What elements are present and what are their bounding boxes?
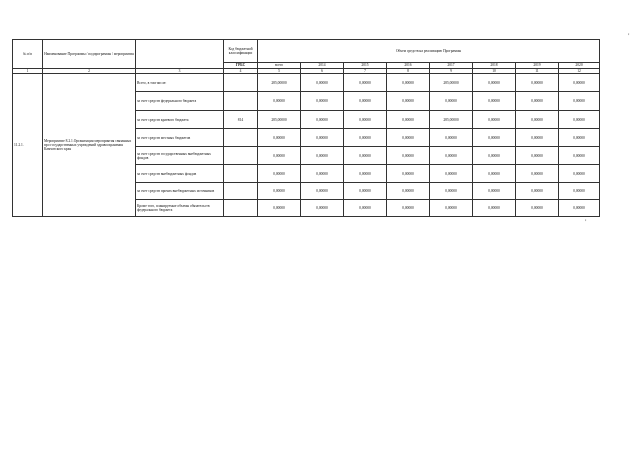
table-row	[13, 73, 600, 92]
value-cell: 0,00000	[387, 146, 430, 165]
value-cell: 0,00000	[516, 200, 559, 217]
grbs-cell	[224, 146, 258, 165]
value-cell: 0,00000	[473, 73, 516, 92]
value-cell: 0,00000	[387, 200, 430, 217]
value-cell: 0,00000	[430, 182, 473, 199]
header-row	[13, 40, 600, 63]
column-number: 7	[344, 68, 387, 73]
grbs-cell	[224, 200, 258, 217]
column-number: 12	[559, 68, 600, 73]
value-cell: 0,00000	[387, 73, 430, 92]
year-header: 2019	[516, 62, 559, 68]
name-header: Наименование Программы / подпрограммы / мероприятия	[43, 40, 136, 69]
grbs-cell	[224, 129, 258, 146]
value-cell: 0,00000	[258, 146, 301, 165]
row-label: Всего, в том числе:	[136, 73, 224, 92]
row-label: за счет средств местных бюджетов	[136, 129, 224, 146]
value-cell: 0,00000	[387, 165, 430, 182]
value-cell: 0,00000	[344, 110, 387, 129]
volume-header: Объем средств на реализацию Программы	[258, 40, 600, 63]
year-header: 2016	[387, 62, 430, 68]
value-cell: 0,00000	[516, 146, 559, 165]
column-number: 6	[301, 68, 344, 73]
value-cell: 0,00000	[473, 92, 516, 111]
value-cell: 0,00000	[430, 146, 473, 165]
column-number: 3	[136, 68, 224, 73]
value-cell: 0,00000	[301, 110, 344, 129]
value-cell: 0,00000	[430, 129, 473, 146]
empty-header	[136, 40, 224, 69]
column-number: 5	[258, 68, 301, 73]
grbs-cell	[224, 182, 258, 199]
no-header: № п/п	[13, 40, 43, 69]
value-cell: 0,00000	[258, 200, 301, 217]
value-cell: 0,00000	[344, 73, 387, 92]
year-header: 2014	[301, 62, 344, 68]
row-label: за счет средств федерального бюджета	[136, 92, 224, 111]
column-number: 8	[387, 68, 430, 73]
column-number: 11	[516, 68, 559, 73]
value-cell: 0,00000	[559, 146, 600, 165]
value-cell: 0,00000	[301, 182, 344, 199]
grbs-cell: 814	[224, 110, 258, 129]
value-cell: 0,00000	[344, 92, 387, 111]
row-label: за счет средств внебюджетных фондов	[136, 165, 224, 182]
value-cell: 0,00000	[559, 200, 600, 217]
value-cell: 0,00000	[559, 92, 600, 111]
value-cell: 0,00000	[516, 165, 559, 182]
scan-speck: ,	[628, 30, 630, 36]
value-cell: 0,00000	[430, 200, 473, 217]
scan-speck: ,	[585, 216, 587, 222]
value-cell: 0,00000	[387, 110, 430, 129]
value-cell: 285,00000	[430, 110, 473, 129]
column-number: 4	[224, 68, 258, 73]
value-cell: 0,00000	[473, 200, 516, 217]
value-cell: 0,00000	[516, 129, 559, 146]
grbs-cell	[224, 73, 258, 92]
column-number: 1	[13, 68, 43, 73]
value-cell: 0,00000	[258, 92, 301, 111]
column-number: 9	[430, 68, 473, 73]
value-cell: 0,00000	[301, 200, 344, 217]
value-cell: 0,00000	[344, 165, 387, 182]
year-header: всего	[258, 62, 301, 68]
value-cell: 0,00000	[559, 165, 600, 182]
value-cell: 0,00000	[473, 182, 516, 199]
value-cell: 0,00000	[387, 129, 430, 146]
value-cell: 0,00000	[516, 92, 559, 111]
value-cell: 285,00000	[258, 73, 301, 92]
grbs-cell	[224, 165, 258, 182]
value-cell: 0,00000	[344, 182, 387, 199]
value-cell: 0,00000	[344, 200, 387, 217]
value-cell: 0,00000	[344, 146, 387, 165]
value-cell: 0,00000	[301, 165, 344, 182]
value-cell: 0,00000	[430, 92, 473, 111]
value-cell: 0,00000	[301, 129, 344, 146]
year-header: 2018	[473, 62, 516, 68]
value-cell: 0,00000	[473, 129, 516, 146]
item-number: 11.2.1.	[13, 73, 43, 216]
year-header: 2017	[430, 62, 473, 68]
budget-table	[12, 39, 600, 217]
value-cell: 0,00000	[258, 165, 301, 182]
year-header: 2020	[559, 62, 600, 68]
value-cell: 0,00000	[559, 182, 600, 199]
value-cell: 0,00000	[473, 110, 516, 129]
budget-code-header: Код бюджетной классификации	[224, 40, 258, 63]
column-number: 10	[473, 68, 516, 73]
value-cell: 0,00000	[473, 165, 516, 182]
value-cell: 0,00000	[301, 92, 344, 111]
value-cell: 0,00000	[387, 182, 430, 199]
value-cell: 285,00000	[430, 73, 473, 92]
value-cell: 0,00000	[516, 182, 559, 199]
grbs-cell	[224, 92, 258, 111]
column-number: 2	[43, 68, 136, 73]
value-cell: 0,00000	[387, 92, 430, 111]
value-cell: 0,00000	[559, 110, 600, 129]
grbs-header: ГРБС	[224, 62, 258, 68]
value-cell: 0,00000	[516, 110, 559, 129]
row-label: за счет средств государственных внебюджетных фондов	[136, 146, 224, 165]
row-label: за счет средств прочих внебюджетных источников	[136, 182, 224, 199]
value-cell: 0,00000	[559, 129, 600, 146]
value-cell: 0,00000	[258, 129, 301, 146]
value-cell: 0,00000	[258, 182, 301, 199]
value-cell: 0,00000	[473, 146, 516, 165]
value-cell: 0,00000	[301, 73, 344, 92]
value-cell: 0,00000	[516, 73, 559, 92]
row-label: за счет средств краевого бюджета	[136, 110, 224, 129]
item-title: Мероприятие 8.2.1.Организация мероприятия связанных про государственных учреждений здравоохранения Камчатского края	[43, 73, 136, 216]
value-cell: 285,00000	[258, 110, 301, 129]
year-header: 2015	[344, 62, 387, 68]
value-cell: 0,00000	[559, 73, 600, 92]
value-cell: 0,00000	[430, 165, 473, 182]
value-cell: 0,00000	[344, 129, 387, 146]
value-cell: 0,00000	[301, 146, 344, 165]
row-label: Кроме того, планируемые объемы обязательств федерального бюджета	[136, 200, 224, 217]
